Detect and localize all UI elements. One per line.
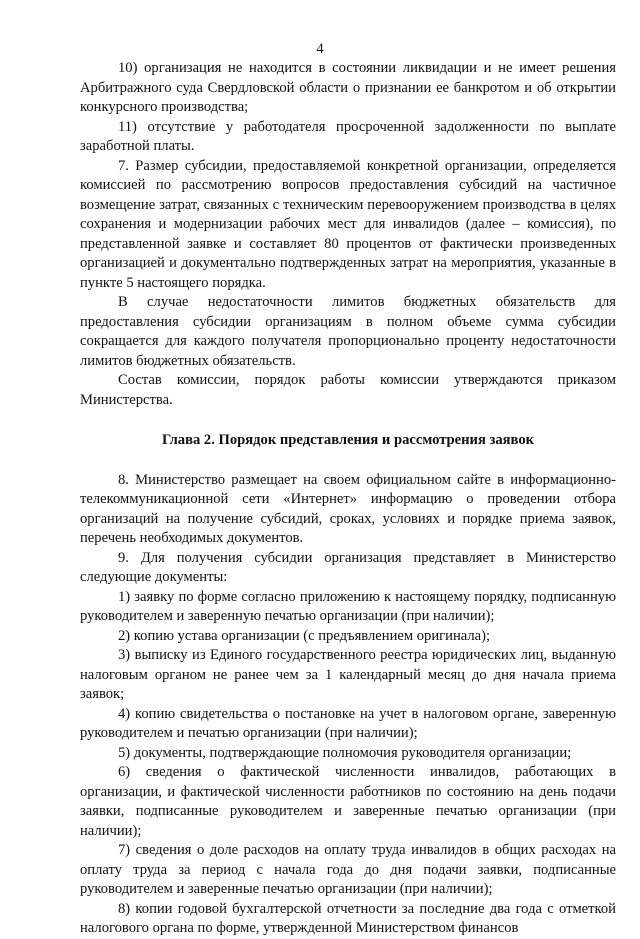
document-body bbox=[80, 59, 616, 939]
list-item-document-8: 8) копии годовой бухгалтерской отчетности за последние два года с отметкой налогового органа по форме, утвержденной Министерством финансов bbox=[80, 900, 616, 936]
paragraph-clause-7: 7. Размер субсидии, предоставляемой конкретной организации, определяется комиссией по рассмотрению вопросов предоставления субсидий на частичное возмещение затрат, связанных с техническим перевооружением производства в целях сохранения и модернизации рабочих мест для инвалидов (далее – комиссия), по представленной заявке и составляет 80 процентов от фактически произведенных организацией и документально подтвержденных затрат на мероприятия, указанные в пункте 5 настоящего порядка. bbox=[80, 157, 616, 291]
paragraph-item-10: 10) организация не находится в состоянии ликвидации и не имеет решения Арбитражного суда Свердловской области о признании ее банкротом и об открытии конкурсного производства; bbox=[80, 60, 616, 115]
list-item-document-4: 4) копию свидетельства о постановке на учет в налоговом органе, заверенную руководителем и печатью организации (при наличии); bbox=[80, 705, 616, 741]
list-item-document-5: 5) документы, подтверждающие полномочия руководителя организации; bbox=[118, 744, 572, 761]
list-item-document-7: 7) сведения о доле расходов на оплату труда инвалидов в общих расходах на оплату труда за период с начала года до дня подачи заявки, подписанные руководителем и заверенные печатью организации (при наличии); bbox=[80, 842, 616, 897]
list-item-document-3: 3) выписку из Единого государственного реестра юридических лиц, выданную налоговым органом не ранее чем за 1 календарный месяц до дня начала приема заявок; bbox=[80, 647, 616, 702]
list-item-document-1: 1) заявку по форме согласно приложению к настоящему порядку, подписанную руководителем и заверенную печатью организации (при наличии); bbox=[80, 588, 616, 624]
paragraph-commission-composition: Состав комиссии, порядок работы комиссии утверждаются приказом Министерства. bbox=[80, 372, 616, 408]
page-number: 4 bbox=[316, 41, 324, 57]
paragraph-limits-insufficiency: В случае недостаточности лимитов бюджетных обязательств для предоставления субсидии организациям в полном объеме сумма субсидии сокращается для каждого получателя пропорционально проценту недостаточности лимитов бюджетных обязательств. bbox=[80, 294, 616, 369]
list-item-document-2: 2) копию устава организации (с предъявлением оригинала); bbox=[118, 627, 491, 644]
list-item-document-6: 6) сведения о фактической численности инвалидов, работающих в организации, и фактической численности работников по состоянию на день подачи заявки, подписанные руководителем и заверенные печатью организации (при наличии); bbox=[80, 764, 616, 839]
paragraph-item-11: 11) отсутствие у работодателя просроченной задолженности по выплате заработной платы. bbox=[80, 118, 616, 154]
chapter-heading: Глава 2. Порядок представления и рассмотрения заявок bbox=[161, 432, 535, 448]
paragraph-clause-9: 9. Для получения субсидии организация представляет в Министерство следующие документы: bbox=[80, 549, 616, 585]
paragraph-clause-8: 8. Министерство размещает на своем официальном сайте в информационно-телекоммуникационной сети «Интернет» информацию о проведении отбора организаций на получение субсидий, сроках, условиях и порядке приема заявок, перечень необходимых документов. bbox=[80, 471, 616, 546]
